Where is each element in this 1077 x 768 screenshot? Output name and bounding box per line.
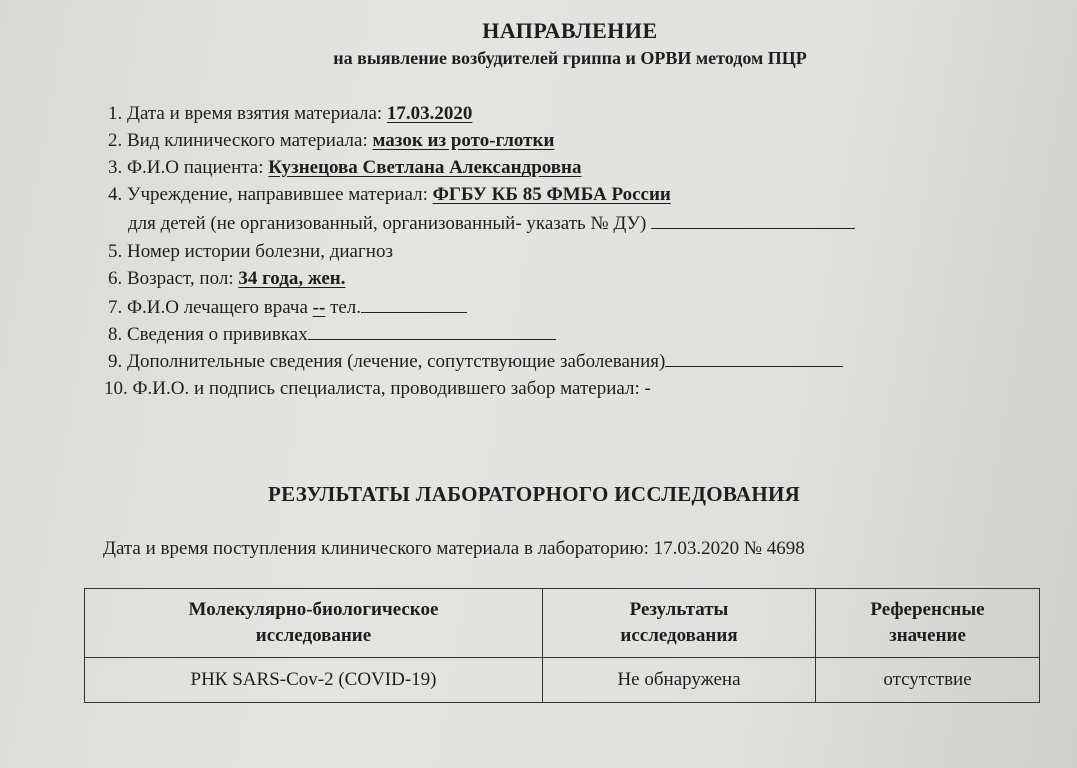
item-label: 6. Возраст, пол: (108, 268, 234, 289)
item-age-sex (108, 267, 346, 291)
item-history-number (108, 240, 393, 264)
table-header: Референсные значение (816, 589, 1040, 658)
document-title: НАПРАВЛЕНИЕ (482, 18, 658, 43)
item-sample-date (108, 102, 472, 126)
receipt-line: Дата и время поступления клинического материала в лабораторию: 17.03.2020 № 4698 (103, 538, 805, 559)
item-label: 8. Сведения о прививках (108, 324, 308, 345)
blank-line (665, 348, 843, 367)
item-label: 3. Ф.И.О пациента: (108, 157, 264, 178)
item-label: 4. Учреждение, направившее материал: (108, 184, 428, 205)
item-value: Кузнецова Светлана Александровна (268, 157, 582, 178)
table-row (85, 658, 1040, 703)
item-label: 9. Дополнительные сведения (лечение, сопутствующие заболевания) (108, 351, 666, 372)
item-patient-name (108, 156, 582, 180)
table-header: Молекулярно-биологическое исследование (85, 589, 543, 658)
item-specialist (104, 377, 651, 401)
table-header-row (85, 589, 1040, 658)
blank-line (651, 210, 855, 229)
item-label: 10. Ф.И.О. и подпись специалиста, проводившего забор материал: - (104, 378, 651, 399)
item-label: для детей (не организованный, организованный- указать № ДУ) (128, 213, 647, 234)
item-value: мазок из рото-глотки (372, 130, 555, 151)
blank-line (361, 294, 467, 313)
item-label: 5. Номер истории болезни, диагноз (108, 241, 393, 262)
results-title: РЕЗУЛЬТАТЫ ЛАБОРАТОРНОГО ИССЛЕДОВАНИЯ (268, 482, 801, 506)
item-suffix: тел. (330, 297, 362, 318)
item-doctor (108, 294, 467, 320)
item-label: 1. Дата и время взятия материала: (108, 103, 383, 124)
table-cell: отсутствие (816, 658, 1040, 703)
document-subtitle: на выявление возбудителей гриппа и ОРВИ методом ПЦР (333, 48, 807, 68)
item-value: ФГБУ КБ 85 ФМБА России (432, 184, 671, 205)
item-institution (108, 183, 671, 207)
table-header: Результаты исследования (543, 589, 816, 658)
item-value: 17.03.2020 (386, 103, 473, 124)
item-label: 2. Вид клинического материала: (108, 130, 368, 151)
item-material-type (108, 129, 554, 153)
results-table (84, 588, 1040, 703)
item-children-line (128, 210, 855, 236)
item-vaccinations (108, 321, 556, 347)
item-value: -- (312, 297, 326, 318)
blank-line (308, 321, 556, 340)
item-label: 7. Ф.И.О лечащего врача (108, 297, 308, 318)
item-additional-info (108, 348, 843, 374)
table-cell: РНК SARS-Cov-2 (COVID-19) (85, 658, 543, 703)
table-cell: Не обнаружена (543, 658, 816, 703)
item-value: 34 года, жен. (238, 268, 346, 289)
